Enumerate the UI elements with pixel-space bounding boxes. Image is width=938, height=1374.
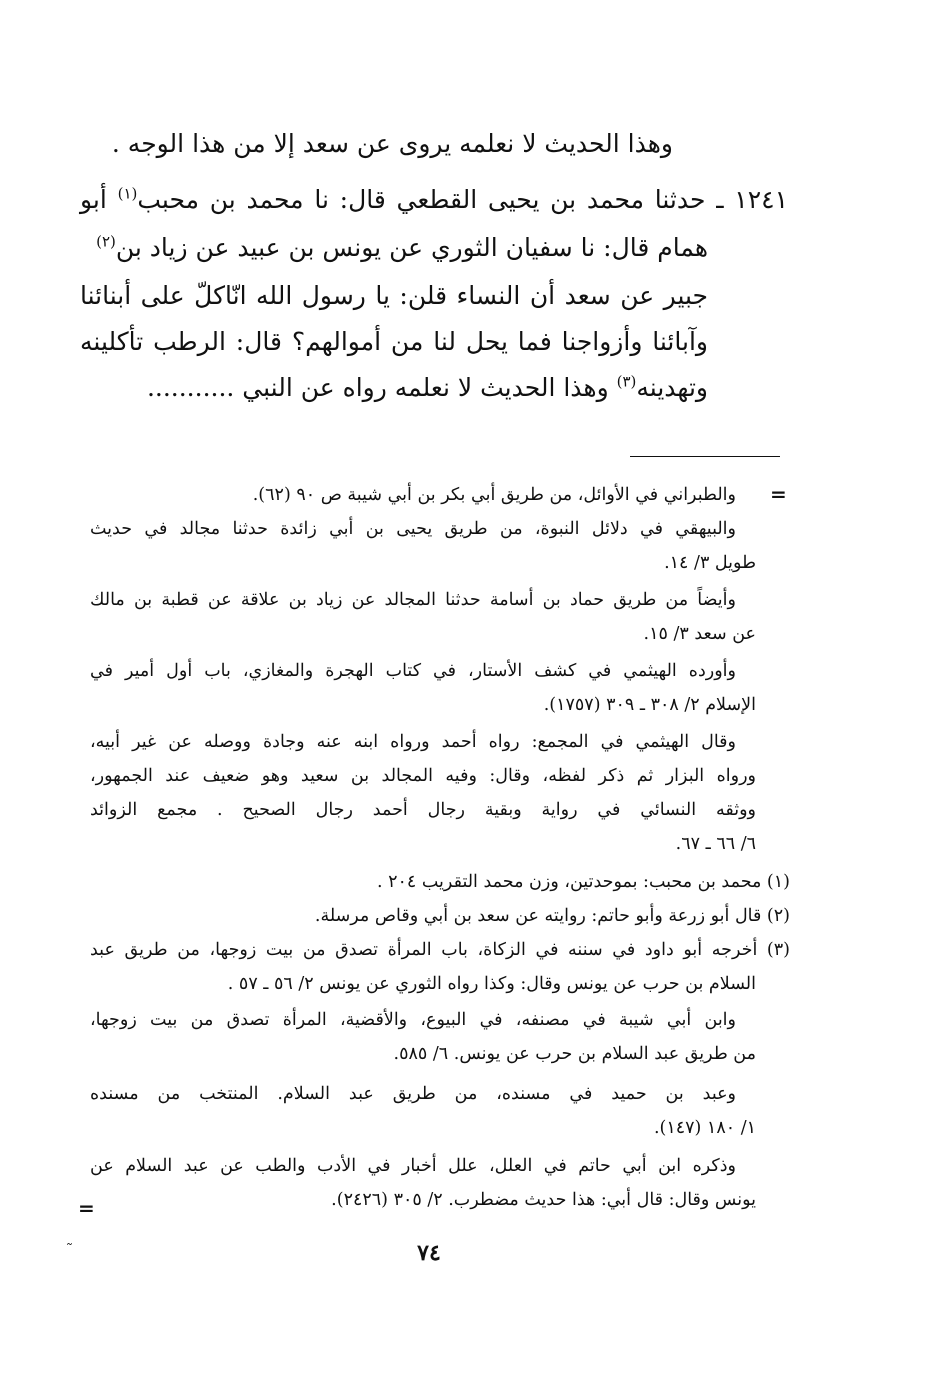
- line-2-text-a: ١٢٤١ ـ حدثنا محمد بن يحيى القطعي قال: نا محمد بن محبب: [137, 185, 788, 214]
- footnote-ref-1: (١): [117, 184, 138, 203]
- footnote-line: ١/ ١٨٠ (١٤٧).: [653, 1118, 756, 1138]
- footnote-line: وذكره ابن أبي حاتم في العلل، علل أخبار في الأدب والطب عن عبد السلام عن: [90, 1156, 736, 1176]
- continuation-mark-top: =: [770, 482, 787, 506]
- footnote-line: الإسلام ٢/ ٣٠٨ ـ ٣٠٩ (١٧٥٧).: [543, 695, 756, 715]
- footnote-line: وعبد بن حميد في مسنده، من طريق عبد السلام. المنتخب من مسنده: [90, 1084, 736, 1104]
- main-line-2: [80, 184, 788, 216]
- line-6-text-b: وهذا الحديث لا نعلمه رواه عن النبي ...........: [146, 373, 617, 402]
- footnote-line: وأورده الهيثمي في كشف الأستار، في كتاب الهجرة والمغازي، باب أول أمير في: [90, 661, 736, 681]
- page-number: ٧٤: [417, 1240, 441, 1266]
- main-line-6: [100, 372, 708, 404]
- footnote-line: طويل ٣/ ١٤.: [664, 553, 756, 573]
- footnote-line: يونس وقال: قال أبي: هذا حديث مضطرب. ٢/ ٣٠٥ (٢٤٢٦).: [331, 1190, 756, 1210]
- footnote-3: (٣) أخرجه أبو داود في سننه في الزكاة، باب المرأة تصدق من بيت زوجها، من طريق عبد: [90, 940, 790, 960]
- main-line-4: جبير عن سعد أن النساء قلن: يا رسول الله انّاكلّ على أبنائنا: [80, 281, 708, 310]
- footnote-line: ورواه البزار ثم ذكر لفظه، وقال: وفيه المجالد بن سعيد وهو ضعيف عند الجمهور،: [90, 766, 756, 786]
- footnote-line: وقال الهيثمي في المجمع: رواه أحمد ورواه ابنه عنه وجادة ووصله عن غير أبيه،: [90, 732, 736, 752]
- footnote-line: ووثقه النسائي في رواية وبقية رجال أحمد رجال الصحيح . مجمع الزوائد: [90, 800, 756, 820]
- footnote-line: عن سعد ٣/ ١٥.: [643, 624, 756, 644]
- footnote-line: والطبراني في الأوائل، من طريق أبي بكر بن أبي شيبة ص ٩٠ (٦٢).: [252, 485, 736, 505]
- footnote-separator: [630, 456, 780, 457]
- footnote-line: وابن أبي شيبة في مصنفه، في البيوع، والأقضية، المرأة تصدق من بيت زوجها،: [90, 1010, 736, 1030]
- corner-mark: ˜: [66, 1242, 73, 1258]
- main-line-3: [96, 232, 708, 264]
- line-6-text-a: وتهدينه: [636, 373, 708, 402]
- footnote-1: (١) محمد بن محبب: بموحدتين، وزن محمد التقريب ٢٠٤ .: [376, 872, 790, 892]
- line-3-text-a: همام قال: نا سفيان الثوري عن يونس بن عبيد عن زياد بن: [115, 233, 708, 262]
- footnote-line: من طريق عبد السلام بن حرب عن يونس. ٦/ ٥٨٥.: [393, 1044, 756, 1064]
- footnote-line: والبيهقي في دلائل النبوة، من طريق يحيى بن أبي زائدة حدثنا مجالد في حديث: [90, 519, 736, 539]
- line-2-text-b: أبو: [80, 185, 118, 214]
- footnote-ref-3: (٣): [616, 372, 637, 391]
- footnote-2: (٢) قال أبو زرعة وأبو حاتم: روايته عن سعد بن أبي وقاص مرسلة.: [314, 906, 790, 926]
- footnote-line: ٦/ ٦٦ ـ ٦٧.: [675, 834, 756, 854]
- main-line-1: وهذا الحديث لا نعلمه يروى عن سعد إلا من هذا الوجه .: [111, 129, 673, 158]
- footnote-line: وأيضاً من طريق حماد بن أسامة حدثنا المجالد عن زياد بن علاقة عن قطبة بن مالك: [90, 590, 736, 610]
- footnote-line: السلام بن حرب عن يونس وقال: وكذا رواه الثوري عن يونس ٢/ ٥٦ ـ ٥٧ .: [227, 974, 756, 994]
- continuation-mark-bottom: =: [78, 1196, 95, 1220]
- footnote-ref-2: (٢): [96, 232, 116, 251]
- main-line-5: وآبائنا وأزواجنا فما يحل لنا من أموالهم؟ قال: الرطب تأكلينه: [80, 327, 708, 356]
